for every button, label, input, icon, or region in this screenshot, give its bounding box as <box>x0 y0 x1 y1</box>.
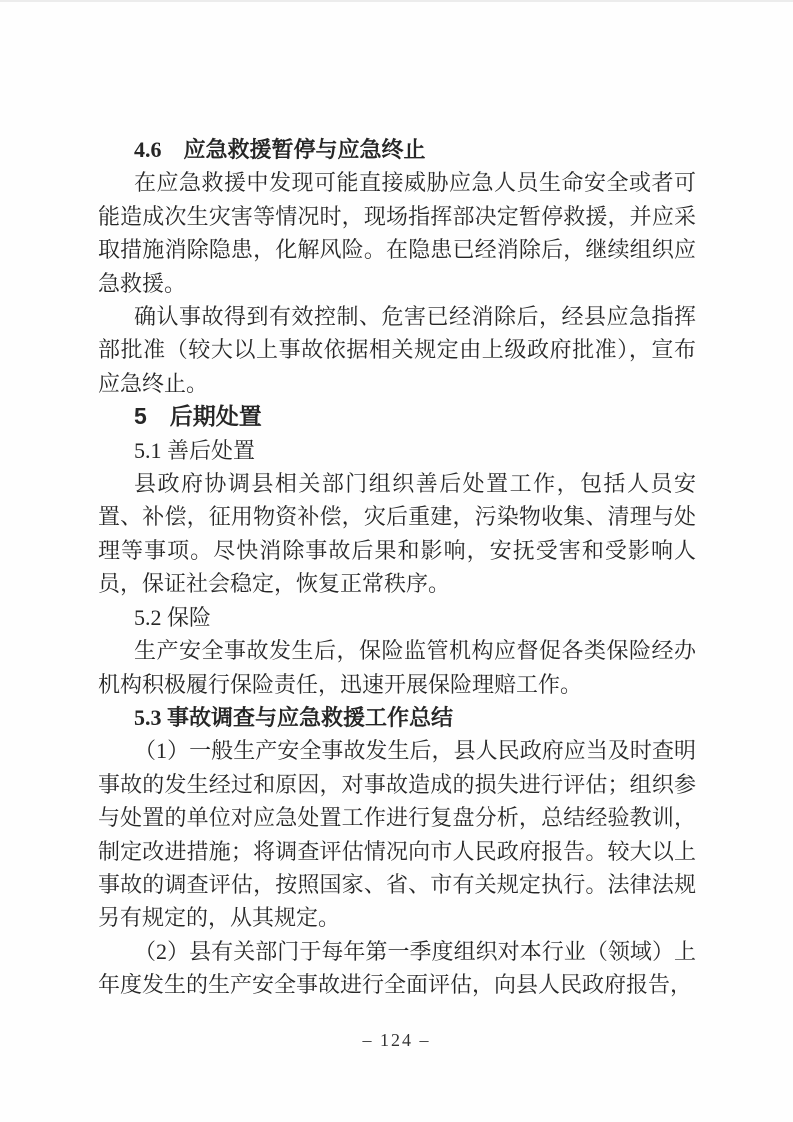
paragraph-investigation-item-2: （2）县有关部门于每年第一季度组织对本行业（领域）上年度发生的生产安全事故进行全面评估，向县人民政府报告， <box>98 938 696 998</box>
paragraph-aftermath-work: 县政府协调县相关部门组织善后处置工作，包括人员安置、补偿，征用物资补偿，灾后重建，污染物收集、清理与处理等事项。尽快消除事故后果和影响，安抚受害和受影响人员，保证社会稳定，恢复正常秩序。 <box>98 471 696 597</box>
heading-5-post-disposal: 5 后期处置 <box>134 403 262 430</box>
paragraph-insurance-claims: 生产安全事故发生后，保险监管机构应督促各类保险经办机构积极履行保险责任，迅速开展保险理赔工作。 <box>98 638 696 697</box>
heading-5-1-aftermath-disposal: 5.1 善后处置 <box>134 437 256 463</box>
scan-edge-artifact <box>0 0 793 2</box>
paragraph-investigation-item-1: （1）一般生产安全事故发生后，县人民政府应当及时查明事故的发生经过和原因，对事故造成的损失进行评估；组织参与处置的单位对应急处置工作进行复盘分析，总结经验教训，制定改进措施；将调查评估情况向市人民政府报告。较大以上事故的调查评估，按照国家、省、市有关规定执行。法律法规另有规定的，从其规定。 <box>98 738 696 931</box>
heading-5-2-insurance: 5.2 保险 <box>134 604 212 630</box>
heading-5-3-investigation-and-summary: 5.3 事故调查与应急救援工作总结 <box>134 704 454 730</box>
heading-4-6-emergency-pause-and-termination: 4.6 应急救援暂停与应急终止 <box>134 137 426 162</box>
paragraph-terminate-response: 确认事故得到有效控制、危害已经消除后，经县应急指挥部批准（较大以上事故依据相关规定由上级政府批准），宣布应急终止。 <box>98 304 696 396</box>
page-number: – 124 – <box>362 1030 431 1050</box>
paragraph-suspend-rescue: 在应急救援中发现可能直接威胁应急人员生命安全或者可能造成次生灾害等情况时，现场指挥部决定暂停救援，并应采取措施消除隐患，化解风险。在隐患已经消除后，继续组织应急救援。 <box>98 170 696 296</box>
document-body <box>98 133 696 1002</box>
